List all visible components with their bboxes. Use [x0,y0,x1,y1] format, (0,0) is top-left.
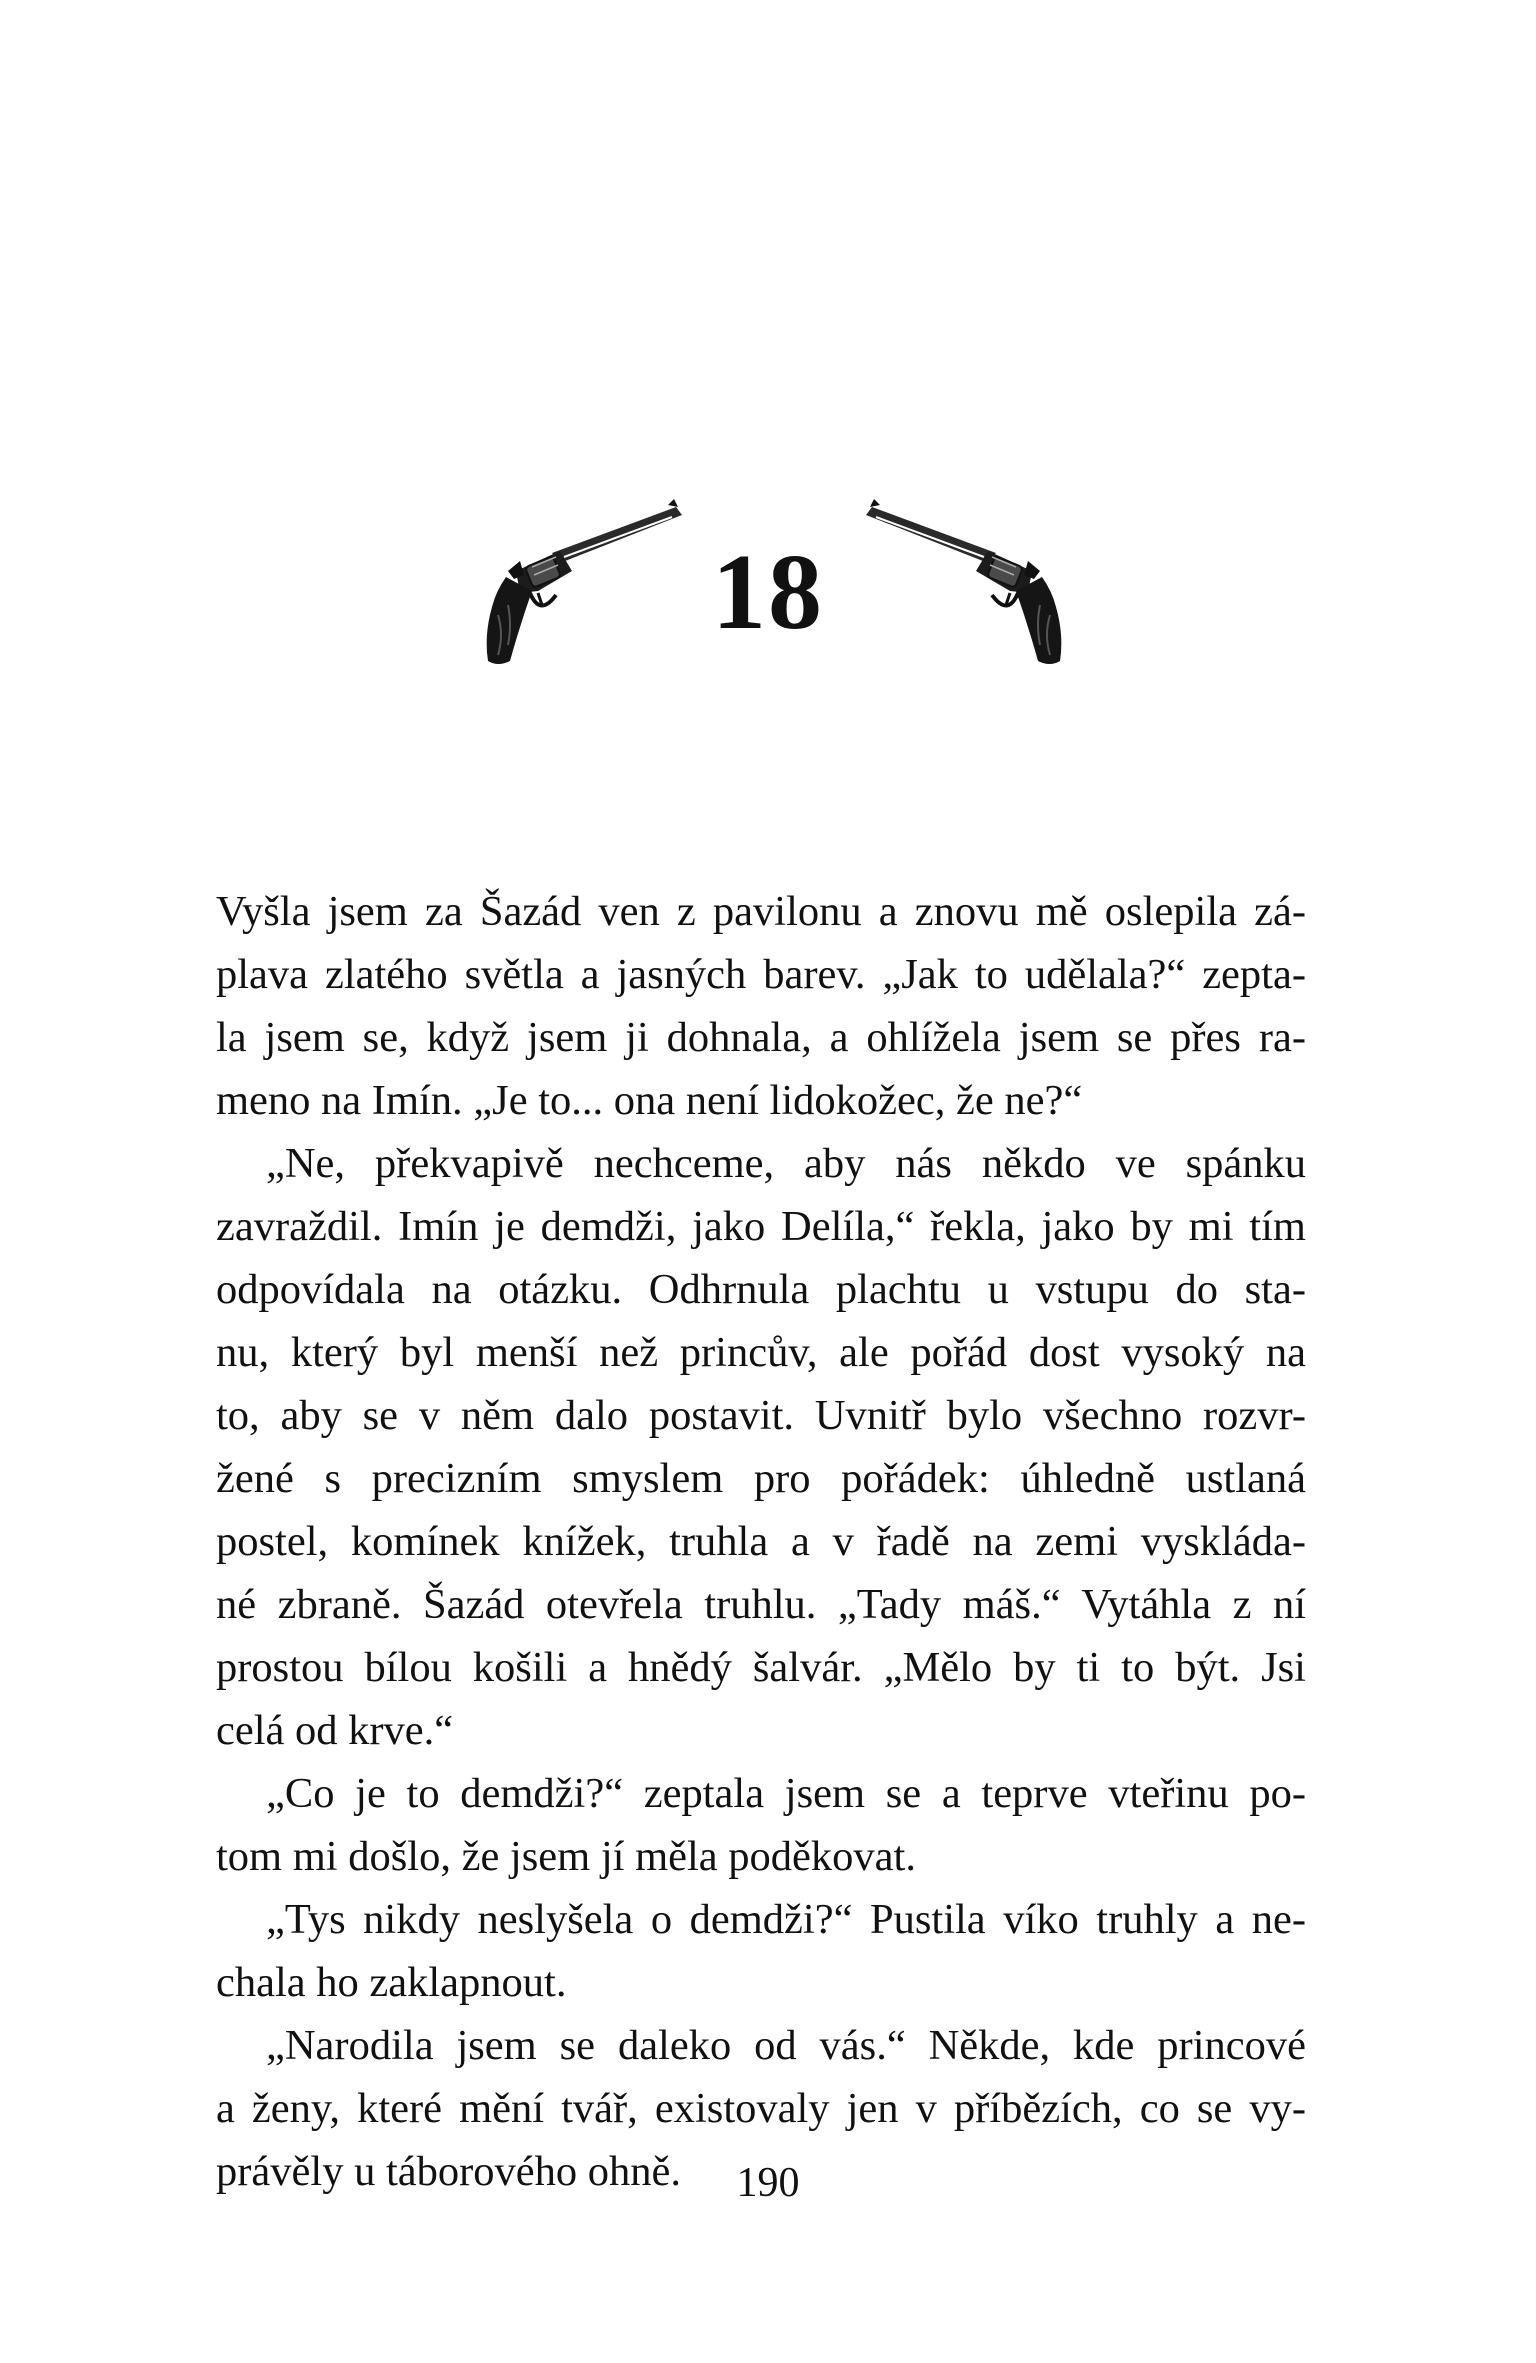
text-line: né zbraně. Šazád otevřela truhlu. „Tady máš.“ Vytáhla z ní [216,1581,1306,1628]
text-line: plava zlatého světla a jasných barev. „Jak to udělala?“ zepta- [216,951,1306,998]
revolver-icon [840,495,1080,695]
text-line: meno na Imín. „Je to... ona není lidokožec, že ne?“ [216,1077,1083,1124]
text-line: postel, komínek knížek, truhla a v řadě na zemi vyskláda- [216,1518,1306,1565]
body-text [216,880,1306,2203]
text-line: „Co je to demdži?“ zeptala jsem se a teprve vteřinu po- [266,1770,1306,1817]
text-line: tom mi došlo, že jsem jí měla poděkovat. [216,1833,916,1880]
text-line: prostou bílou košili a hnědý šalvár. „Mělo by ti to být. Jsi [216,1644,1306,1691]
page-number: 190 [736,2160,800,2206]
text-line: Vyšla jsem za Šazád ven z pavilonu a znovu mě oslepila zá- [216,888,1306,935]
text-line: „Tys nikdy neslyšela o demdži?“ Pustila víko truhly a ne- [266,1896,1306,1943]
chapter-number: 18 [712,533,824,652]
text-line: odpovídala na otázku. Odhrnula plachtu u vstupu do sta- [216,1266,1306,1313]
text-line: „Ne, překvapivě nechceme, aby nás někdo ve spánku [266,1140,1306,1187]
text-line: la jsem se, když jsem ji dohnala, a ohlížela jsem se přes ra- [216,1014,1306,1061]
chapter-heading [0,495,1536,715]
text-line: chala ho zaklapnout. [216,1959,567,2006]
text-line: právěly u táborového ohně. [216,2148,681,2195]
text-line: a ženy, které mění tvář, existovaly jen v příbězích, co se vy- [216,2085,1306,2132]
text-line: žené s precizním smyslem pro pořádek: úhledně ustlaná [216,1455,1306,1502]
text-line: „Narodila jsem se daleko od vás.“ Někde, kde princové [266,2022,1306,2069]
text-line: nu, který byl menší než princův, ale pořád dost vysoký na [216,1329,1306,1376]
text-line: celá od krve.“ [216,1707,454,1754]
text-line: to, aby se v něm dalo postavit. Uvnitř bylo všechno rozvr- [216,1392,1306,1439]
text-line: zavraždil. Imín je demdži, jako Delíla,“ řekla, jako by mi tím [216,1203,1306,1250]
